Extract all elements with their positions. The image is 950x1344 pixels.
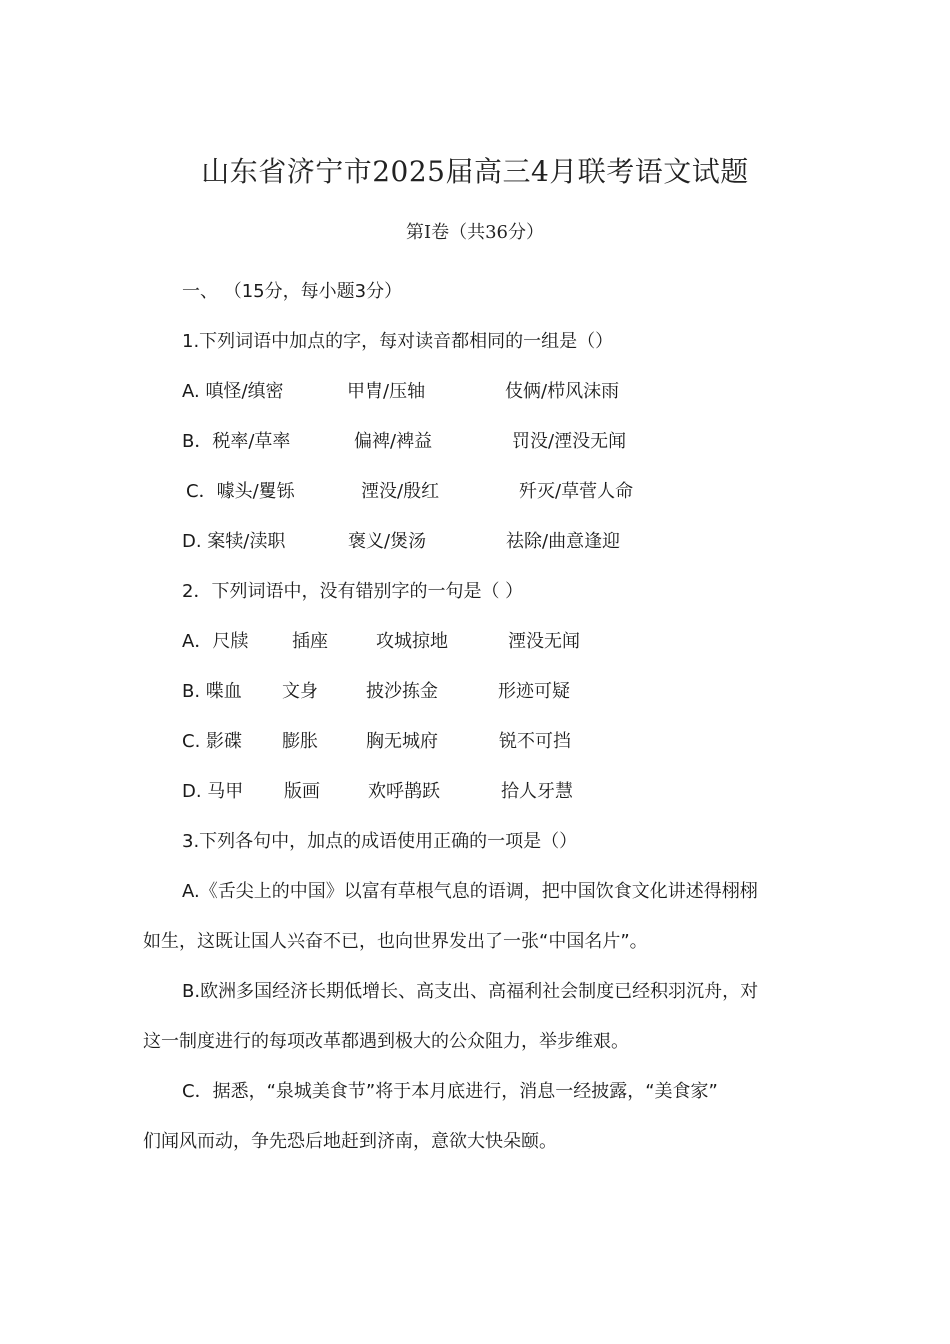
q1-option-c-3: 歼灭/草菅人命 <box>519 481 634 502</box>
q2-option-c-4: 锐不可挡 <box>499 731 571 752</box>
section-heading: 一、 （15分，每小题3分） <box>182 281 403 302</box>
q2-option-a-2: 插座 <box>292 631 328 652</box>
q2-option-d-2: 版画 <box>284 781 320 802</box>
q2-option-row <box>182 630 682 654</box>
exam-title: 山东省济宁市2025届高三4月联考语文试题 <box>201 155 749 188</box>
q1-stem: 1.下列词语中加点的字，每对读音都相同的一组是（） <box>182 331 614 352</box>
q2-option-c-1: C. 影碟 <box>182 731 243 752</box>
q1-option-d-2: 褒义/煲汤 <box>348 531 427 552</box>
q2-option-d-1: D. 马甲 <box>182 781 244 802</box>
q2-option-d-4: 拾人牙慧 <box>501 781 573 802</box>
q2-option-c-3: 胸无城府 <box>366 731 438 752</box>
q1-option-a-1: A. 嗔怪/缜密 <box>182 381 284 402</box>
q3-option-c-line2: 们闻风而动，争先恐后地赶到济南，意欲大快朵颐。 <box>143 1131 557 1152</box>
q1-option-a-3: 伎俩/栉风沫雨 <box>505 381 620 402</box>
q3-option-c-line1: C．据悉，“泉城美食节”将于本月底进行，消息一经披露，“美食家” <box>182 1081 718 1102</box>
q1-option-row <box>186 480 786 504</box>
q1-option-row <box>182 380 782 404</box>
q1-option-b-3: 罚没/湮没无闻 <box>512 431 627 452</box>
q2-option-a-1: A．尺牍 <box>182 631 249 652</box>
q3-option-b-line1: B.欧洲多国经济长期低增长、高支出、高福利社会制度已经积羽沉舟，对 <box>182 981 759 1002</box>
q2-option-row <box>182 680 682 704</box>
q2-option-b-2: 文身 <box>282 681 318 702</box>
q1-option-row <box>182 530 782 554</box>
q2-option-c-2: 膨胀 <box>282 731 318 752</box>
q3-stem: 3.下列各句中，加点的成语使用正确的一项是（） <box>182 831 578 852</box>
q2-option-a-4: 湮没无闻 <box>508 631 580 652</box>
q1-option-a-2: 甲胄/压轴 <box>347 381 426 402</box>
q1-option-b-2: 偏裨/裨益 <box>354 431 433 452</box>
q1-option-c-1: C．噱头/矍铄 <box>186 481 295 502</box>
q3-option-a-line2: 如生，这既让国人兴奋不已，也向世界发出了一张“中国名片”。 <box>143 931 648 952</box>
q2-option-d-3: 欢呼鹊跃 <box>368 781 440 802</box>
q1-option-d-3: 祛除/曲意逢迎 <box>506 531 621 552</box>
q2-stem: 2．下列词语中，没有错别字的一句是（ ） <box>182 581 524 602</box>
q1-option-row <box>182 430 782 454</box>
q3-option-b-line2: 这一制度进行的每项改革都遇到极大的公众阻力，举步维艰。 <box>143 1031 629 1052</box>
q3-option-a-line1: A.《舌尖上的中国》以富有草根气息的语调，把中国饮食文化讲述得栩栩 <box>182 881 758 902</box>
q2-option-b-1: B. 喋血 <box>182 681 242 702</box>
q2-option-row <box>182 780 682 804</box>
q1-option-c-2: 湮没/殷红 <box>361 481 440 502</box>
q1-option-d-1: D. 案犊/渎职 <box>182 531 286 552</box>
q2-option-row <box>182 730 682 754</box>
q2-option-a-3: 攻城掠地 <box>376 631 448 652</box>
q2-option-b-3: 披沙拣金 <box>366 681 438 702</box>
q2-option-b-4: 形迹可疑 <box>498 681 570 702</box>
q1-option-b-1: B．税率/草率 <box>182 431 291 452</box>
volume-subtitle: 第Ⅰ卷（共36分） <box>405 222 544 243</box>
